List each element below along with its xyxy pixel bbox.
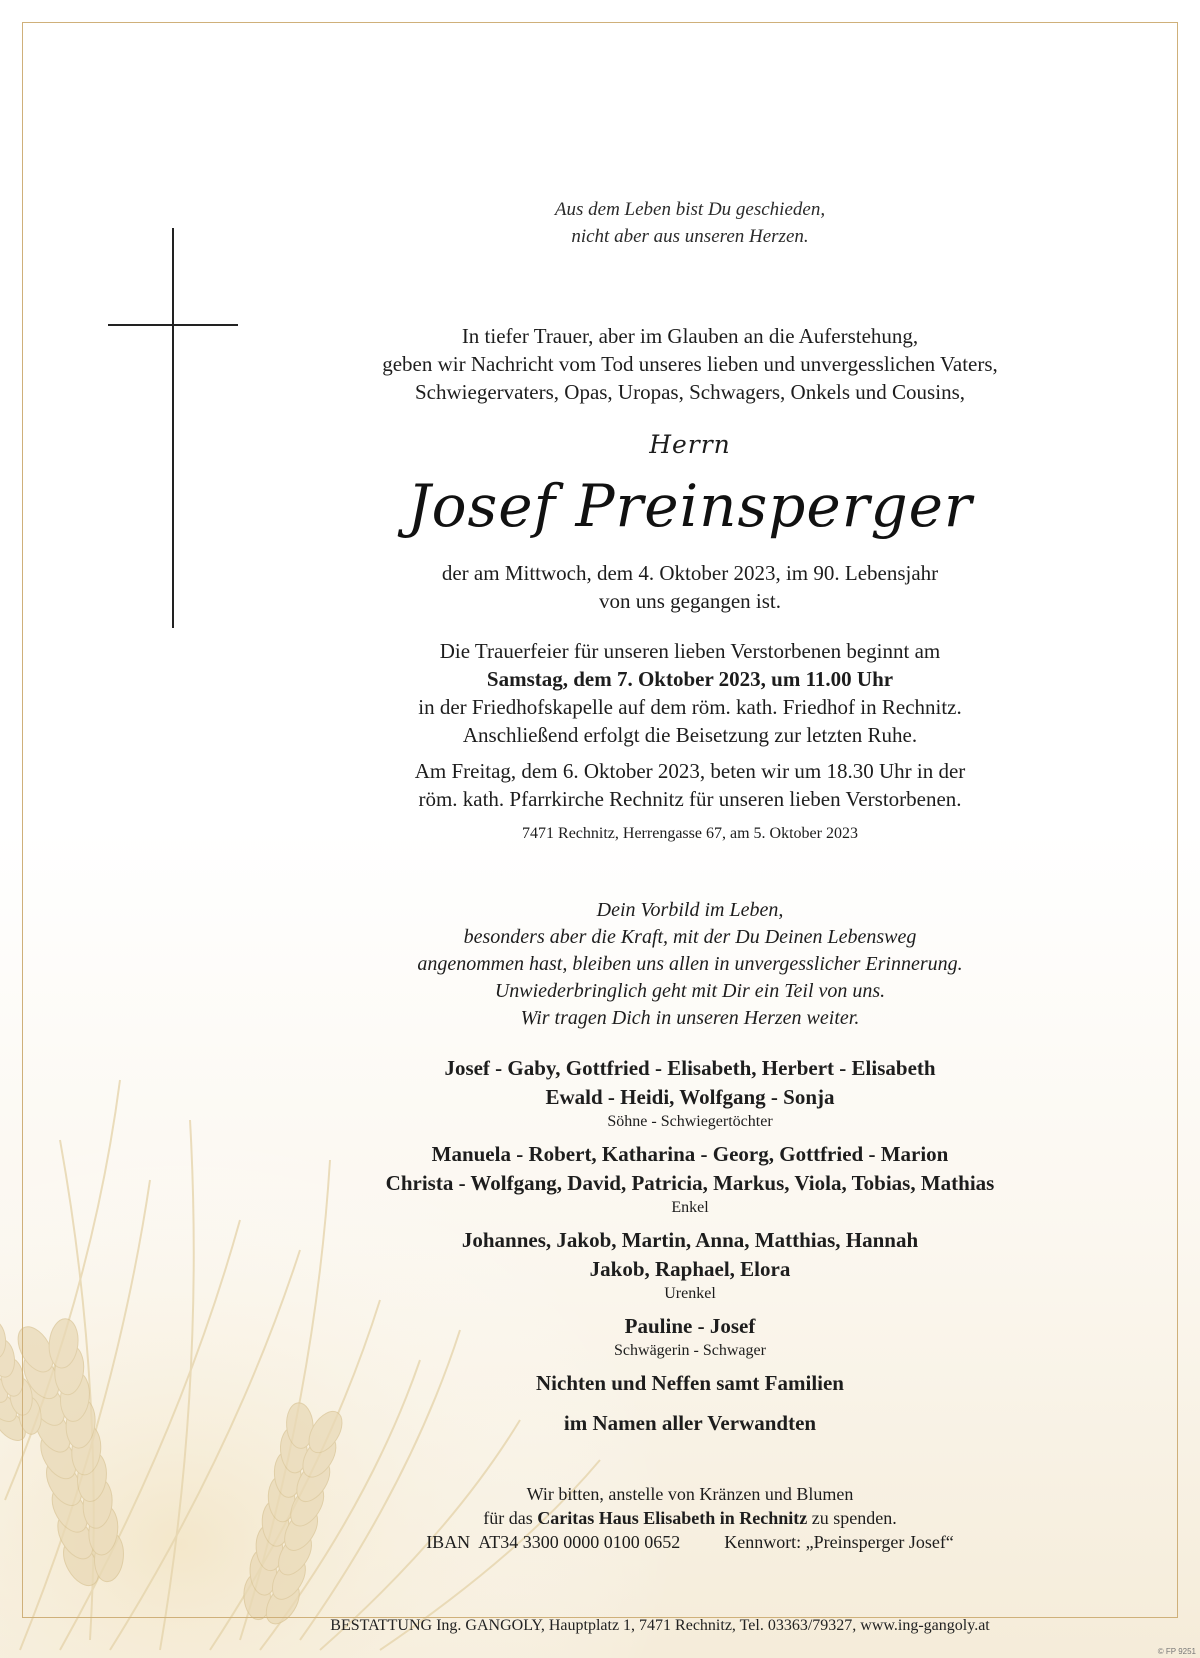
bottom-quote-line: Unwiederbringlich geht mit Dir ein Teil von uns.	[494, 980, 886, 1002]
donation-organization: Caritas Haus Elisabeth in Rechnitz	[537, 1508, 808, 1528]
family-relation: Urenkel	[664, 1285, 716, 1302]
family-names: Josef - Gaby, Gottfried - Elisabeth, Herbert - Elisabeth	[444, 1056, 936, 1080]
iban: IBAN AT34 3300 0000 0100 0652	[426, 1532, 681, 1552]
donation-suffix: zu spenden.	[807, 1508, 897, 1528]
family-relation: Söhne - Schwiegertöchter	[607, 1113, 773, 1130]
family-group-grandchildren	[300, 1140, 1080, 1218]
all-relatives: im Namen aller Verwandten	[563, 1411, 817, 1435]
death-notice-line: von uns gegangen ist.	[599, 589, 781, 613]
family-names: Jakob, Raphael, Elora	[589, 1257, 791, 1281]
family-group-great-grandchildren	[300, 1226, 1080, 1304]
prayer-line: röm. kath. Pfarrkirche Rechnitz für unseren lieben Verstorbenen.	[418, 787, 962, 811]
intro-line: Schwiegervaters, Opas, Uropas, Schwagers, Onkels und Cousins,	[415, 380, 965, 404]
bottom-quote	[300, 897, 1080, 1032]
intro-text	[300, 322, 1080, 406]
funeral-home-footer: BESTATTUNG Ing. GANGOLY, Hauptplatz 1, 7471 Rechnitz, Tel. 03363/79327, www.ing-gangoly.at	[330, 1617, 990, 1634]
cross-icon-vertical	[172, 228, 174, 628]
prayer-info	[300, 757, 1080, 813]
top-quote-line: Aus dem Leben bist Du geschieden,	[554, 199, 826, 220]
family-group-in-laws	[300, 1312, 1080, 1361]
address-date: 7471 Rechnitz, Herrengasse 67, am 5. Oktober 2023	[522, 825, 858, 842]
donation-request	[300, 1482, 1080, 1554]
funeral-line: Die Trauerfeier für unseren lieben Verstorbenen beginnt am	[439, 639, 941, 663]
family-names: Johannes, Jakob, Martin, Anna, Matthias, Hannah	[461, 1228, 919, 1252]
funeral-location: in der Friedhofskapelle auf dem röm. kath. Friedhof in Rechnitz.	[418, 695, 962, 719]
prayer-line: Am Freitag, dem 6. Oktober 2023, beten wir um 18.30 Uhr in der	[414, 759, 966, 783]
cross-icon-horizontal	[108, 324, 238, 326]
donation-keyword: Kennwort: „Preinsperger Josef“	[724, 1532, 954, 1552]
family-names: Pauline - Josef	[624, 1314, 756, 1338]
donation-prefix: für das	[483, 1508, 538, 1528]
bottom-quote-line: angenommen hast, bleiben uns allen in unvergesslicher Erinnerung.	[417, 953, 963, 975]
mourners-list	[300, 1054, 1080, 1438]
funeral-info	[300, 637, 1080, 749]
intro-line: In tiefer Trauer, aber im Glauben an die Auferstehung,	[461, 324, 919, 348]
funeral-date: Samstag, dem 7. Oktober 2023, um 11.00 Uhr	[486, 667, 894, 691]
bottom-quote-line: Wir tragen Dich in unseren Herzen weiter.	[520, 1007, 860, 1029]
family-relation: Schwägerin - Schwager	[614, 1342, 766, 1359]
donation-line	[300, 1506, 1080, 1530]
death-notice	[300, 559, 1080, 615]
family-names: Christa - Wolfgang, David, Patricia, Markus, Viola, Tobias, Mathias	[385, 1171, 995, 1195]
copyright-note: © FP 9251	[1157, 1647, 1196, 1656]
bank-details	[300, 1530, 1080, 1554]
funeral-burial: Anschließend erfolgt die Beisetzung zur letzten Ruhe.	[462, 723, 918, 747]
intro-line: geben wir Nachricht vom Tod unseres lieben und unvergesslichen Vaters,	[382, 352, 998, 376]
death-notice-line: der am Mittwoch, dem 4. Oktober 2023, im 90. Lebensjahr	[441, 561, 939, 585]
obituary-text	[300, 196, 1080, 1554]
donation-line: Wir bitten, anstelle von Kränzen und Blumen	[526, 1484, 854, 1504]
bottom-quote-line: Dein Vorbild im Leben,	[596, 899, 784, 921]
nieces-nephews: Nichten und Neffen samt Familien	[536, 1371, 844, 1395]
deceased-name: Josef Preinsperger	[407, 472, 973, 540]
family-group-sons	[300, 1054, 1080, 1132]
family-names: Manuela - Robert, Katharina - Georg, Gottfried - Marion	[431, 1142, 949, 1166]
family-names: Ewald - Heidi, Wolfgang - Sonja	[545, 1085, 835, 1109]
salutation: Herrn	[649, 430, 731, 459]
bottom-quote-line: besonders aber die Kraft, mit der Du Deinen Lebensweg	[463, 926, 917, 948]
family-relation: Enkel	[671, 1199, 709, 1216]
top-quote	[300, 196, 1080, 250]
top-quote-line: nicht aber aus unseren Herzen.	[571, 226, 809, 247]
